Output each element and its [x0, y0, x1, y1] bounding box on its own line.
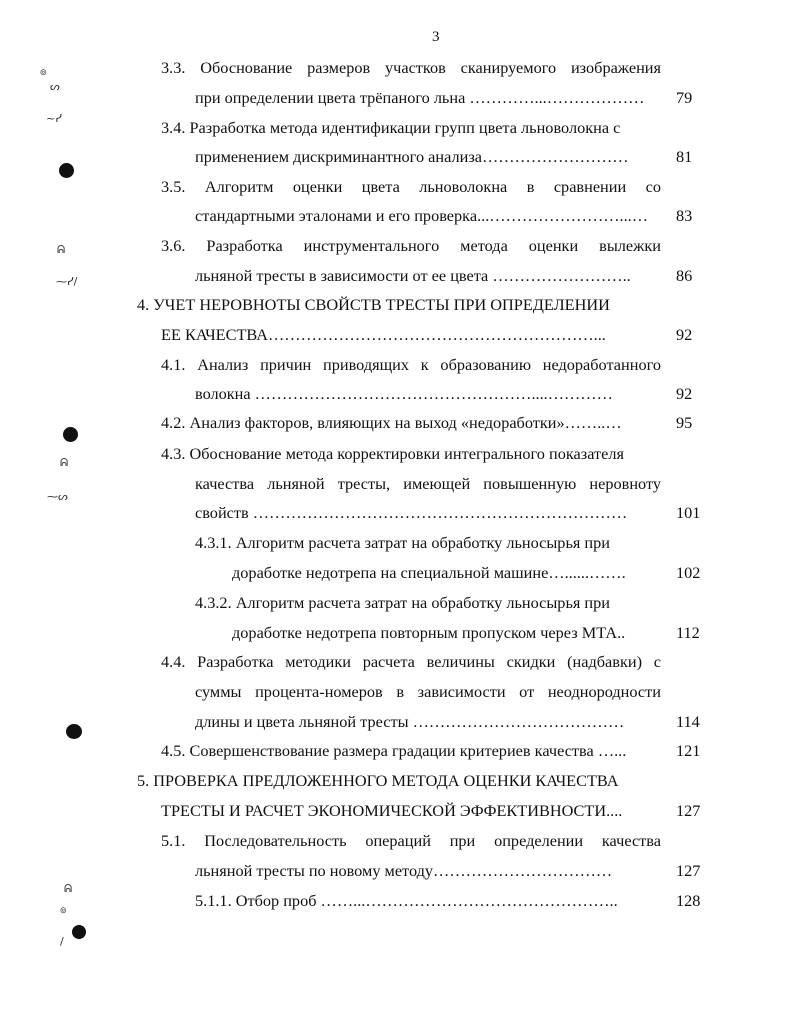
- scan-speck: ๏: [60, 903, 67, 916]
- toc-3-4-line-1: 3.4. Разработка метода идентификации групп цвета льноволокна с: [161, 118, 621, 137]
- toc-3-4-line-2: применением дискриминантного анализа………………………: [195, 147, 629, 166]
- toc-4-4-line-1: 4.4. Разработка методики расчета величины скидки (надбавки) с: [161, 652, 661, 671]
- scan-speck: ᕱ: [60, 456, 69, 469]
- toc-3-5-line-2: стандартными эталонами и его проверка...……………………...…: [195, 206, 649, 225]
- punch-hole-mark: [66, 724, 82, 739]
- scan-speck: ᕱ: [57, 243, 66, 256]
- page-number: 3: [432, 29, 440, 45]
- toc-4-line-1: 4. УЧЕТ НЕРОВНОТЫ СВОЙСТВ ТРЕСТЫ ПРИ ОПРЕДЕЛЕНИИ: [137, 295, 610, 314]
- toc-4-1-page: 92: [676, 384, 693, 403]
- punch-hole-mark: [59, 163, 74, 178]
- toc-4-3-line-2: качества льняной тресты, имеющей повышенную неровноту: [195, 474, 661, 493]
- toc-4-4-page: 114: [676, 712, 700, 731]
- toc-3-6-line-1: 3.6. Разработка инструментального метода оценки вылежки: [161, 236, 661, 255]
- toc-4-3-page: 101: [676, 503, 701, 522]
- toc-5-1-line-2: льняной тресты по новому методу……………………………: [195, 861, 613, 880]
- toc-3-4-page: 81: [676, 147, 693, 166]
- toc-5-1-1-line-1: 5.1.1. Отбор проб ……...………………………………………..: [195, 891, 618, 910]
- toc-4-3-2-line-2: доработке недотрепа повторным пропуском через МТА..: [232, 623, 626, 642]
- toc-4-3-1-line-2: доработке недотрепа на специальной машине…......…….: [232, 563, 626, 582]
- toc-4-1-line-2: волокна ……………………………………………....…………: [195, 384, 613, 403]
- punch-hole-mark: [63, 427, 78, 442]
- scan-speck: ⁓ᓯ/: [56, 275, 78, 288]
- toc-3-5-line-1: 3.5. Алгоритм оценки цвета льноволокна в сравнении со: [161, 177, 661, 196]
- toc-4-line-2: ЕЕ КАЧЕСТВА……………………………………………………...: [161, 325, 606, 344]
- toc-5-1-1-page: 128: [676, 891, 701, 910]
- scan-speck: ~ᓯ: [46, 112, 62, 125]
- toc-4-3-2-page: 112: [676, 623, 700, 642]
- toc-4-2-page: 95: [676, 413, 693, 432]
- scan-speck: ⁓ᔕ: [47, 490, 68, 503]
- toc-4-5-page: 121: [676, 741, 701, 760]
- toc-4-3-1-page: 102: [676, 563, 701, 582]
- toc-3-5-page: 83: [676, 206, 693, 225]
- toc-3-3-line-1: 3.3. Обоснование размеров участков сканируемого изображения: [161, 58, 661, 77]
- scan-speck: ᕱ: [64, 882, 73, 895]
- toc-4-page: 92: [676, 325, 693, 344]
- toc-4-4-line-2: суммы процента-номеров в зависимости от неоднородности: [195, 682, 661, 701]
- toc-3-6-line-2: льняной тресты в зависимости от ее цвета ……………………..: [195, 266, 631, 285]
- scan-speck: ᔕ: [50, 80, 60, 93]
- toc-4-3-line-3: свойств ……………………………………………………………: [195, 503, 628, 522]
- toc-4-3-2-line-1: 4.3.2. Алгоритм расчета затрат на обработку льносырья при: [195, 593, 610, 612]
- toc-5-1-page: 127: [676, 861, 701, 880]
- toc-5-line-2: ТРЕСТЫ И РАСЧЕТ ЭКОНОМИЧЕСКОЙ ЭФФЕКТИВНОСТИ....: [161, 801, 623, 820]
- toc-4-3-1-line-1: 4.3.1. Алгоритм расчета затрат на обработку льносырья при: [195, 533, 610, 552]
- toc-5-line-1: 5. ПРОВЕРКА ПРЕДЛОЖЕННОГО МЕТОДА ОЦЕНКИ КАЧЕСТВА: [137, 771, 619, 790]
- scan-speck: /: [60, 935, 64, 948]
- toc-5-1-line-1: 5.1. Последовательность операций при определении качества: [161, 831, 661, 850]
- toc-4-2-line-1: 4.2. Анализ факторов, влияющих на выход «недоработки»……..…: [161, 413, 622, 432]
- toc-3-6-page: 86: [676, 266, 693, 285]
- toc-4-4-line-3: длины и цвета льняной тресты …………………………………: [195, 712, 625, 731]
- toc-3-3-page: 79: [676, 88, 693, 107]
- toc-4-3-line-1: 4.3. Обоснование метода корректировки интегрального показателя: [161, 444, 624, 463]
- toc-5-page: 127: [676, 801, 701, 820]
- toc-4-1-line-1: 4.1. Анализ причин приводящих к образованию недоработанного: [161, 355, 661, 374]
- toc-3-3-line-2: при определении цвета трёпаного льна …………...………………: [195, 88, 645, 107]
- toc-4-5-line-1: 4.5. Совершенствование размера градации критериев качества …...: [161, 741, 627, 760]
- scan-speck: ๏: [40, 65, 47, 78]
- punch-hole-mark: [72, 925, 86, 939]
